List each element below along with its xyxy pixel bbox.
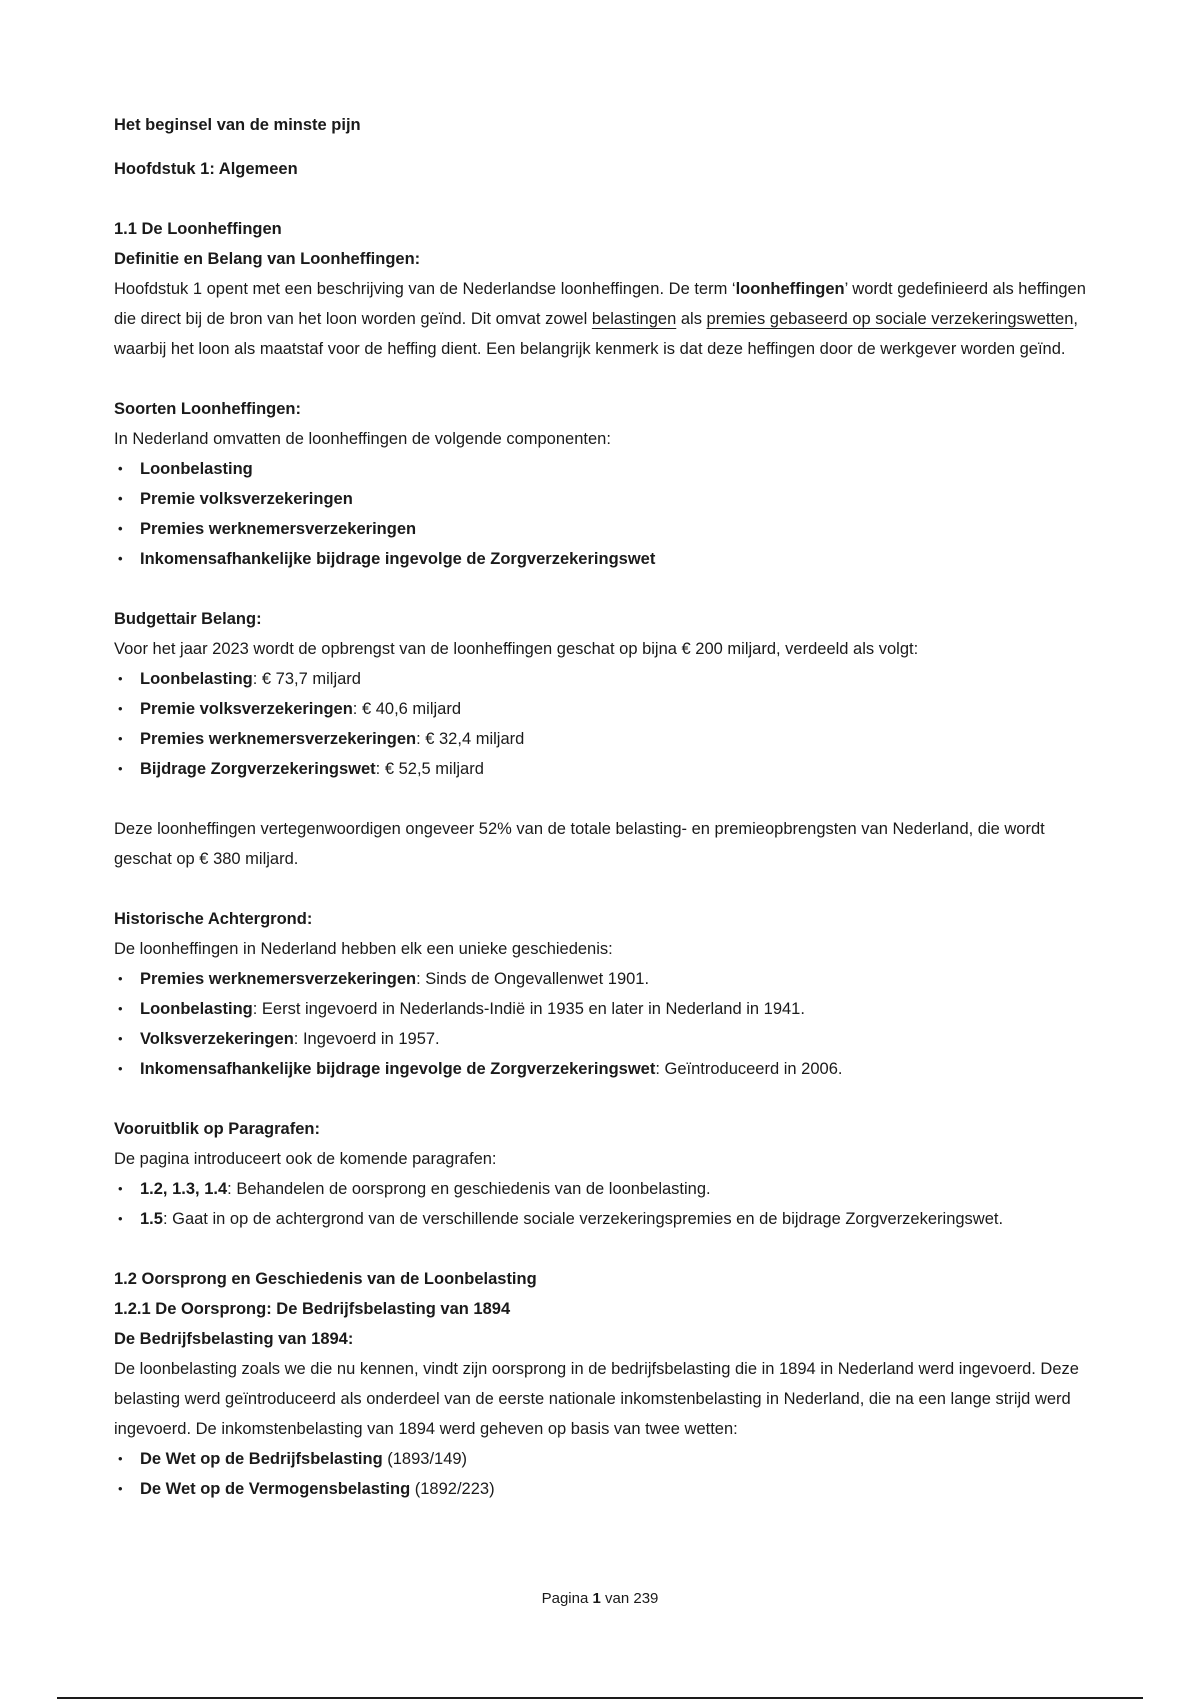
page-bottom-rule: [57, 1697, 1143, 1699]
budget-summary: Deze loonheffingen vertegenwoordigen ongeveer 52% van de totale belasting- en premieopbrengsten van Nederland, die wordt geschat op € 380 miljard.: [114, 820, 1045, 868]
definition-heading: Definitie en Belang van Loonheffingen:: [114, 250, 421, 268]
total-pages: 239: [633, 1590, 659, 1607]
list-item: • Inkomensafhankelijke bijdrage ingevolge de Zorgverzekeringswet: Geïntroduceerd in 2006.: [114, 1054, 1094, 1084]
outlook-intro: De pagina introduceert ook de komende paragrafen:: [114, 1150, 497, 1168]
list-item: • Bijdrage Zorgverzekeringswet: € 52,5 miljard: [114, 754, 1094, 784]
list-item: • 1.5: Gaat in op de achtergrond van de verschillende sociale verzekeringspremies en de bijdrage Zorgverzekeringswet.: [114, 1204, 1094, 1234]
budget-list: [114, 664, 1094, 784]
term-loonheffingen: loonheffingen: [735, 280, 845, 298]
history-list: [114, 964, 1094, 1084]
list-item: • De Wet op de Vermogensbelasting (1892/223): [114, 1474, 1094, 1504]
page-number: 1: [592, 1590, 601, 1607]
list-item: • Premies werknemersverzekeringen: Sinds de Ongevallenwet 1901.: [114, 964, 1094, 994]
outlook-heading: Vooruitblik op Paragrafen:: [114, 1120, 320, 1138]
soorten-list: [114, 454, 1094, 574]
budget-heading: Budgettair Belang:: [114, 610, 262, 628]
history-intro: De loonheffingen in Nederland hebben elk een unieke geschiedenis:: [114, 940, 613, 958]
list-item: • Premies werknemersverzekeringen: [114, 514, 1094, 544]
list-item: • Loonbelasting: € 73,7 miljard: [114, 664, 1094, 694]
list-item: • 1.2, 1.3, 1.4: Behandelen de oorsprong en geschiedenis van de loonbelasting.: [114, 1174, 1094, 1204]
section-heading-1-1: 1.1 De Loonheffingen: [114, 220, 282, 238]
history-heading: Historische Achtergrond:: [114, 910, 313, 928]
list-item: • Premies werknemersverzekeringen: € 32,4 miljard: [114, 724, 1094, 754]
list-item: • Inkomensafhankelijke bijdrage ingevolge de Zorgverzekeringswet: [114, 544, 1094, 574]
laws-list: [114, 1444, 1094, 1504]
list-item: • Loonbelasting: [114, 454, 1094, 484]
bedrijfsbelasting-paragraph: De loonbelasting zoals we die nu kennen, vindt zijn oorsprong in de bedrijfsbelasting die in 1894 in Nederland werd ingevoerd. Deze belasting werd geïntroduceerd als onderdeel van de eerste nationale inkomstenbelasting in Nederland, die na een lange strijd werd ingevoerd. De inkomstenbelasting van 1894 werd geheven op basis van twee wetten:: [114, 1360, 1079, 1438]
underline-belastingen: belastingen: [591, 310, 677, 328]
list-item: • Volksverzekeringen: Ingevoerd in 1957.: [114, 1024, 1094, 1054]
subsection-heading-1-2-1: 1.2.1 De Oorsprong: De Bedrijfsbelasting van 1894: [114, 1300, 511, 1318]
definition-paragraph: Hoofdstuk 1 opent met een beschrijving van de Nederlandse loonheffingen. De term ‘loonheffingen’ wordt gedefinieerd als heffingen die direct bij de bron van het loon worden geïnd. Dit omvat zowel belastingen als premies gebaseerd op sociale verzekeringswetten, waarbij het loon als maatstaf voor de heffing dient. Een belangrijk kenmerk is dat deze heffingen door de werkgever worden geïnd.: [114, 280, 1086, 358]
document-title: Het beginsel van de minste pijn: [114, 116, 361, 134]
topic-heading: De Bedrijfsbelasting van 1894:: [114, 1330, 354, 1348]
list-item: • Premie volksverzekeringen: [114, 484, 1094, 514]
list-item: • Loonbelasting: Eerst ingevoerd in Nederlands-Indië in 1935 en later in Nederland in 1941.: [114, 994, 1094, 1024]
outlook-list: [114, 1174, 1094, 1234]
document-page: [114, 110, 1094, 1504]
soorten-intro: In Nederland omvatten de loonheffingen de volgende componenten:: [114, 430, 611, 448]
soorten-heading: Soorten Loonheffingen:: [114, 400, 301, 418]
list-item: • De Wet op de Bedrijfsbelasting (1893/149): [114, 1444, 1094, 1474]
page-footer: Pagina 1 van 239: [541, 1590, 659, 1607]
budget-intro: Voor het jaar 2023 wordt de opbrengst van de loonheffingen geschat op bijna € 200 miljard, verdeeld als volgt:: [114, 640, 919, 658]
list-item: • Premie volksverzekeringen: € 40,6 miljard: [114, 694, 1094, 724]
underline-premies: premies gebaseerd op sociale verzekeringswetten: [706, 310, 1074, 328]
section-heading-1-2: 1.2 Oorsprong en Geschiedenis van de Loonbelasting: [114, 1270, 537, 1288]
chapter-title: Hoofdstuk 1: Algemeen: [114, 160, 298, 178]
